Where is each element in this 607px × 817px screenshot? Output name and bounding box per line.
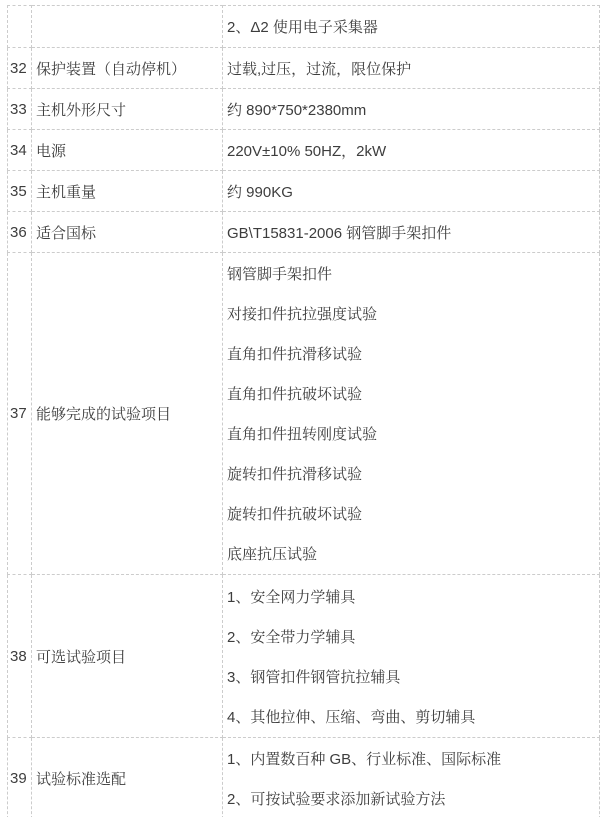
spec-value-cell bbox=[223, 738, 600, 817]
row-number-cell: 38 bbox=[8, 575, 32, 738]
spec-value-line: 约 990KG bbox=[227, 183, 293, 201]
spec-label-cell: 电源 bbox=[32, 130, 223, 171]
spec-label-cell: 可选试验项目 bbox=[32, 575, 223, 738]
table-row bbox=[8, 6, 600, 48]
spec-value-line: 底座抗压试验 bbox=[227, 546, 318, 563]
table-row bbox=[8, 130, 600, 171]
spec-value-line: 旋转扣件抗滑移试验 bbox=[227, 466, 363, 483]
spec-label-cell: 适合国标 bbox=[32, 212, 223, 253]
table-row bbox=[8, 738, 600, 817]
spec-value-line: 4、其他拉伸、压缩、弯曲、剪切辅具 bbox=[227, 708, 476, 726]
spec-value-line: 直角扣件抗破坏试验 bbox=[227, 386, 363, 403]
spec-label-cell bbox=[32, 6, 223, 48]
table-row bbox=[8, 48, 600, 89]
spec-label-cell: 保护装置（自动停机） bbox=[32, 48, 223, 89]
spec-value-cell bbox=[223, 48, 600, 89]
row-number-cell: 33 bbox=[8, 89, 32, 130]
spec-value-cell bbox=[223, 89, 600, 130]
spec-value-line: 1、安全网力学辅具 bbox=[227, 588, 356, 606]
spec-value-line: 钢管脚手架扣件 bbox=[227, 266, 333, 283]
table-row bbox=[8, 212, 600, 253]
spec-value-cell bbox=[223, 253, 600, 575]
spec-value-line: 直角扣件抗滑移试验 bbox=[227, 346, 363, 363]
spec-value-line: 旋转扣件抗破坏试验 bbox=[227, 506, 363, 523]
table-row bbox=[8, 253, 600, 575]
spec-label-cell: 能够完成的试验项目 bbox=[32, 253, 223, 575]
table-row bbox=[8, 89, 600, 130]
spec-value-cell bbox=[223, 575, 600, 738]
table-row bbox=[8, 575, 600, 738]
row-number-cell: 35 bbox=[8, 171, 32, 212]
spec-value-cell bbox=[223, 130, 600, 171]
spec-value-cell bbox=[223, 6, 600, 48]
spec-table bbox=[7, 5, 600, 817]
spec-value-cell bbox=[223, 212, 600, 253]
spec-label-cell: 试验标准选配 bbox=[32, 738, 223, 817]
spec-value-line: 1、内置数百种 GB、行业标准、国际标准 bbox=[227, 750, 502, 768]
spec-value-line: 2、可按试验要求添加新试验方法 bbox=[227, 790, 446, 808]
spec-value-line: 2、Δ2 使用电子采集器 bbox=[227, 19, 378, 36]
spec-label-cell: 主机重量 bbox=[32, 171, 223, 212]
spec-value-line: 直角扣件扭转刚度试验 bbox=[227, 426, 378, 443]
row-number-cell: 39 bbox=[8, 738, 32, 817]
table-row bbox=[8, 171, 600, 212]
spec-value-line: GB\T15831-2006 钢管脚手架扣件 bbox=[227, 224, 452, 242]
spec-value-line: 约 890*750*2380mm bbox=[227, 101, 367, 119]
row-number-cell: 32 bbox=[8, 48, 32, 89]
spec-value-cell bbox=[223, 171, 600, 212]
spec-value-line: 2、安全带力学辅具 bbox=[227, 628, 356, 646]
spec-value-line: 3、钢管扣件钢管抗拉辅具 bbox=[227, 668, 401, 686]
spec-value-line: 对接扣件抗拉强度试验 bbox=[227, 306, 378, 323]
spec-value-line: 过载,过压，过流，限位保护 bbox=[227, 60, 412, 78]
row-number-cell: 34 bbox=[8, 130, 32, 171]
spec-label-cell: 主机外形尺寸 bbox=[32, 89, 223, 130]
row-number-cell bbox=[8, 6, 32, 48]
row-number-cell: 37 bbox=[8, 253, 32, 575]
row-number-cell: 36 bbox=[8, 212, 32, 253]
spec-value-line: 220V±10% 50HZ，2kW bbox=[227, 142, 387, 160]
